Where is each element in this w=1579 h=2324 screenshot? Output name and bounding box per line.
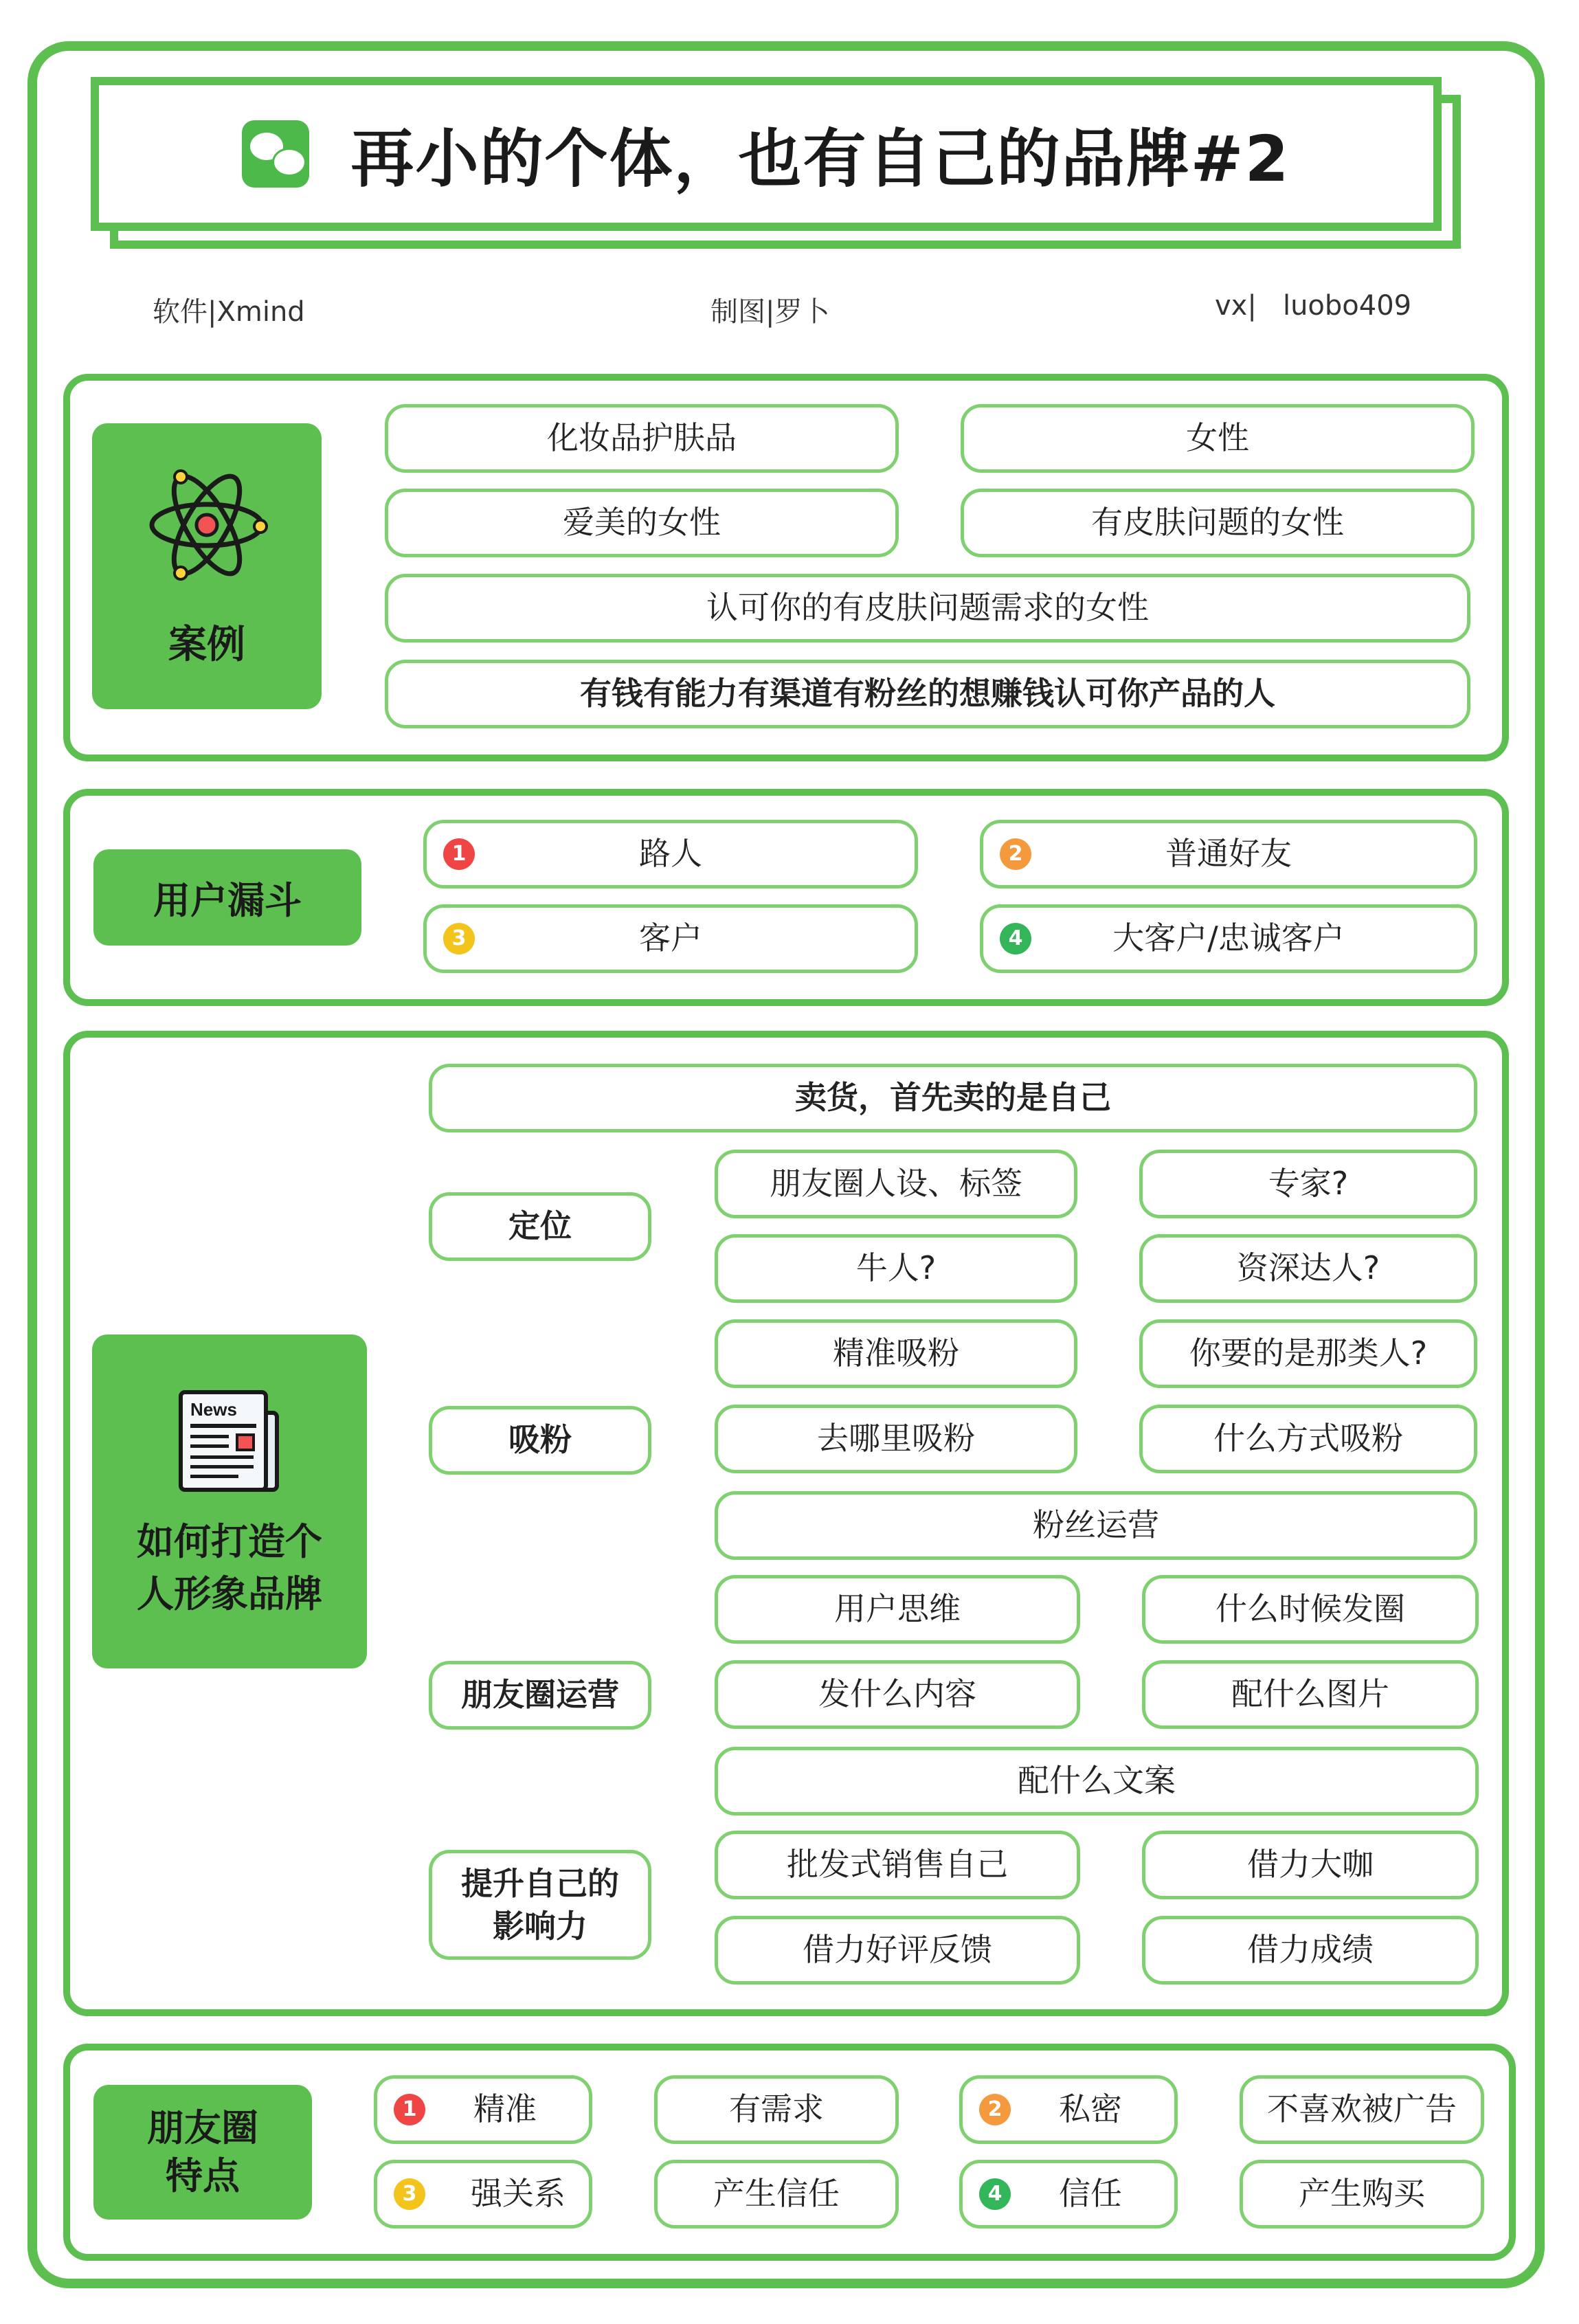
case-hub <box>92 423 322 709</box>
influence-node-big-names: 借力大咖 <box>1142 1831 1479 1899</box>
funnel-node-friends <box>980 820 1477 889</box>
influence-label-line2: 影响力 <box>493 1908 587 1945</box>
newspaper-icon-text: News <box>190 1399 237 1420</box>
feature-result-trust: 产生信任 <box>654 2160 899 2228</box>
funnel-node-label: 客户 <box>639 919 702 957</box>
influence-node-wholesale: 批发式销售自己 <box>715 1831 1080 1899</box>
feature-node-label: 信任 <box>1059 2175 1122 2213</box>
fans-node-where: 去哪里吸粉 <box>715 1405 1077 1473</box>
case-node-target-people: 有钱有能力有渠道有粉丝的想赚钱认可你产品的人 <box>385 660 1470 728</box>
moments-node-when: 什么时候发圈 <box>1142 1575 1479 1644</box>
moments-node-content: 发什么内容 <box>715 1660 1080 1729</box>
funnel-node-label: 普通好友 <box>1165 835 1292 873</box>
moments-node-copy: 配什么文案 <box>715 1747 1479 1815</box>
funnel-node-passerby <box>423 820 918 889</box>
brand-hub-label-line2: 人形象品牌 <box>137 1572 322 1616</box>
feature-node-label: 强关系 <box>471 2175 565 2213</box>
contact-credit: vx| luobo409 <box>1215 290 1412 322</box>
features-hub-label-line2: 特点 <box>166 2154 240 2198</box>
feature-result-demand: 有需求 <box>654 2075 899 2144</box>
feature-result-no-ads: 不喜欢被广告 <box>1240 2075 1484 2144</box>
moments-node-image: 配什么图片 <box>1142 1660 1479 1729</box>
positioning-node-talent: 牛人? <box>715 1234 1077 1303</box>
brand-node-fans: 吸粉 <box>429 1406 651 1475</box>
moments-node-user-thinking: 用户思维 <box>715 1575 1080 1644</box>
features-hub-label-line1: 朋友圈 <box>147 2105 258 2149</box>
brand-node-sell-yourself: 卖货，首先卖的是自己 <box>429 1064 1477 1132</box>
number-badge-3: 3 <box>394 2178 425 2210</box>
brand-hub-label-line1: 如何打造个 <box>137 1520 322 1564</box>
feature-node-label: 精准 <box>473 2090 537 2128</box>
number-badge-1: 1 <box>443 838 475 870</box>
case-node-skin-women: 有皮肤问题的女性 <box>961 489 1475 557</box>
number-badge-2: 2 <box>1000 838 1031 870</box>
fans-node-operation: 粉丝运营 <box>715 1491 1477 1560</box>
influence-node-reviews: 借力好评反馈 <box>715 1916 1080 1985</box>
funnel-node-customer <box>423 904 918 973</box>
funnel-node-loyal-customer <box>980 904 1477 973</box>
case-node-women: 女性 <box>961 404 1475 473</box>
newspaper-icon <box>171 1383 288 1499</box>
case-node-beauty-women: 爱美的女性 <box>385 489 899 557</box>
fans-node-precise: 精准吸粉 <box>715 1319 1077 1388</box>
feature-node-strong-ties <box>374 2160 592 2228</box>
funnel-node-label: 大客户/忠诚客户 <box>1112 919 1345 957</box>
feature-node-trust <box>959 2160 1178 2228</box>
positioning-node-persona: 朋友圈人设、标签 <box>715 1150 1077 1218</box>
case-node-cosmetics: 化妆品护肤品 <box>385 404 899 473</box>
author-credit: 制图|罗卜 <box>710 296 830 328</box>
brand-hub <box>92 1334 367 1668</box>
number-badge-3: 3 <box>443 923 475 954</box>
influence-label-line1: 提升自己的 <box>461 1864 619 1902</box>
case-hub-label: 案例 <box>168 623 245 667</box>
funnel-hub <box>93 849 361 946</box>
feature-result-purchase: 产生购买 <box>1240 2160 1484 2228</box>
feature-node-precise <box>374 2075 592 2144</box>
brand-node-positioning: 定位 <box>429 1192 651 1261</box>
funnel-node-label: 路人 <box>639 835 702 873</box>
case-node-approving-women: 认可你的有皮肤问题需求的女性 <box>385 574 1470 643</box>
brand-node-influence <box>429 1850 651 1960</box>
positioning-node-expert: 专家? <box>1139 1150 1477 1218</box>
fans-node-target-type: 你要的是那类人? <box>1139 1319 1477 1388</box>
page-title: 再小的个体，也有自己的品牌#2 <box>350 122 1290 196</box>
number-badge-4: 4 <box>1000 923 1031 954</box>
positioning-node-senior: 资深达人? <box>1139 1234 1477 1303</box>
features-hub <box>93 2085 312 2220</box>
brand-node-moments: 朋友圈运营 <box>429 1661 651 1730</box>
feature-node-private <box>959 2075 1178 2144</box>
influence-node-results: 借力成绩 <box>1142 1916 1479 1985</box>
feature-node-label: 私密 <box>1059 2090 1122 2128</box>
funnel-hub-label: 用户漏斗 <box>153 878 302 922</box>
fans-node-method: 什么方式吸粉 <box>1139 1405 1477 1473</box>
number-badge-4: 4 <box>979 2178 1011 2210</box>
number-badge-1: 1 <box>394 2094 425 2125</box>
atom-icon <box>145 463 269 587</box>
number-badge-2: 2 <box>979 2094 1011 2125</box>
software-credit: 软件|Xmind <box>153 296 305 328</box>
